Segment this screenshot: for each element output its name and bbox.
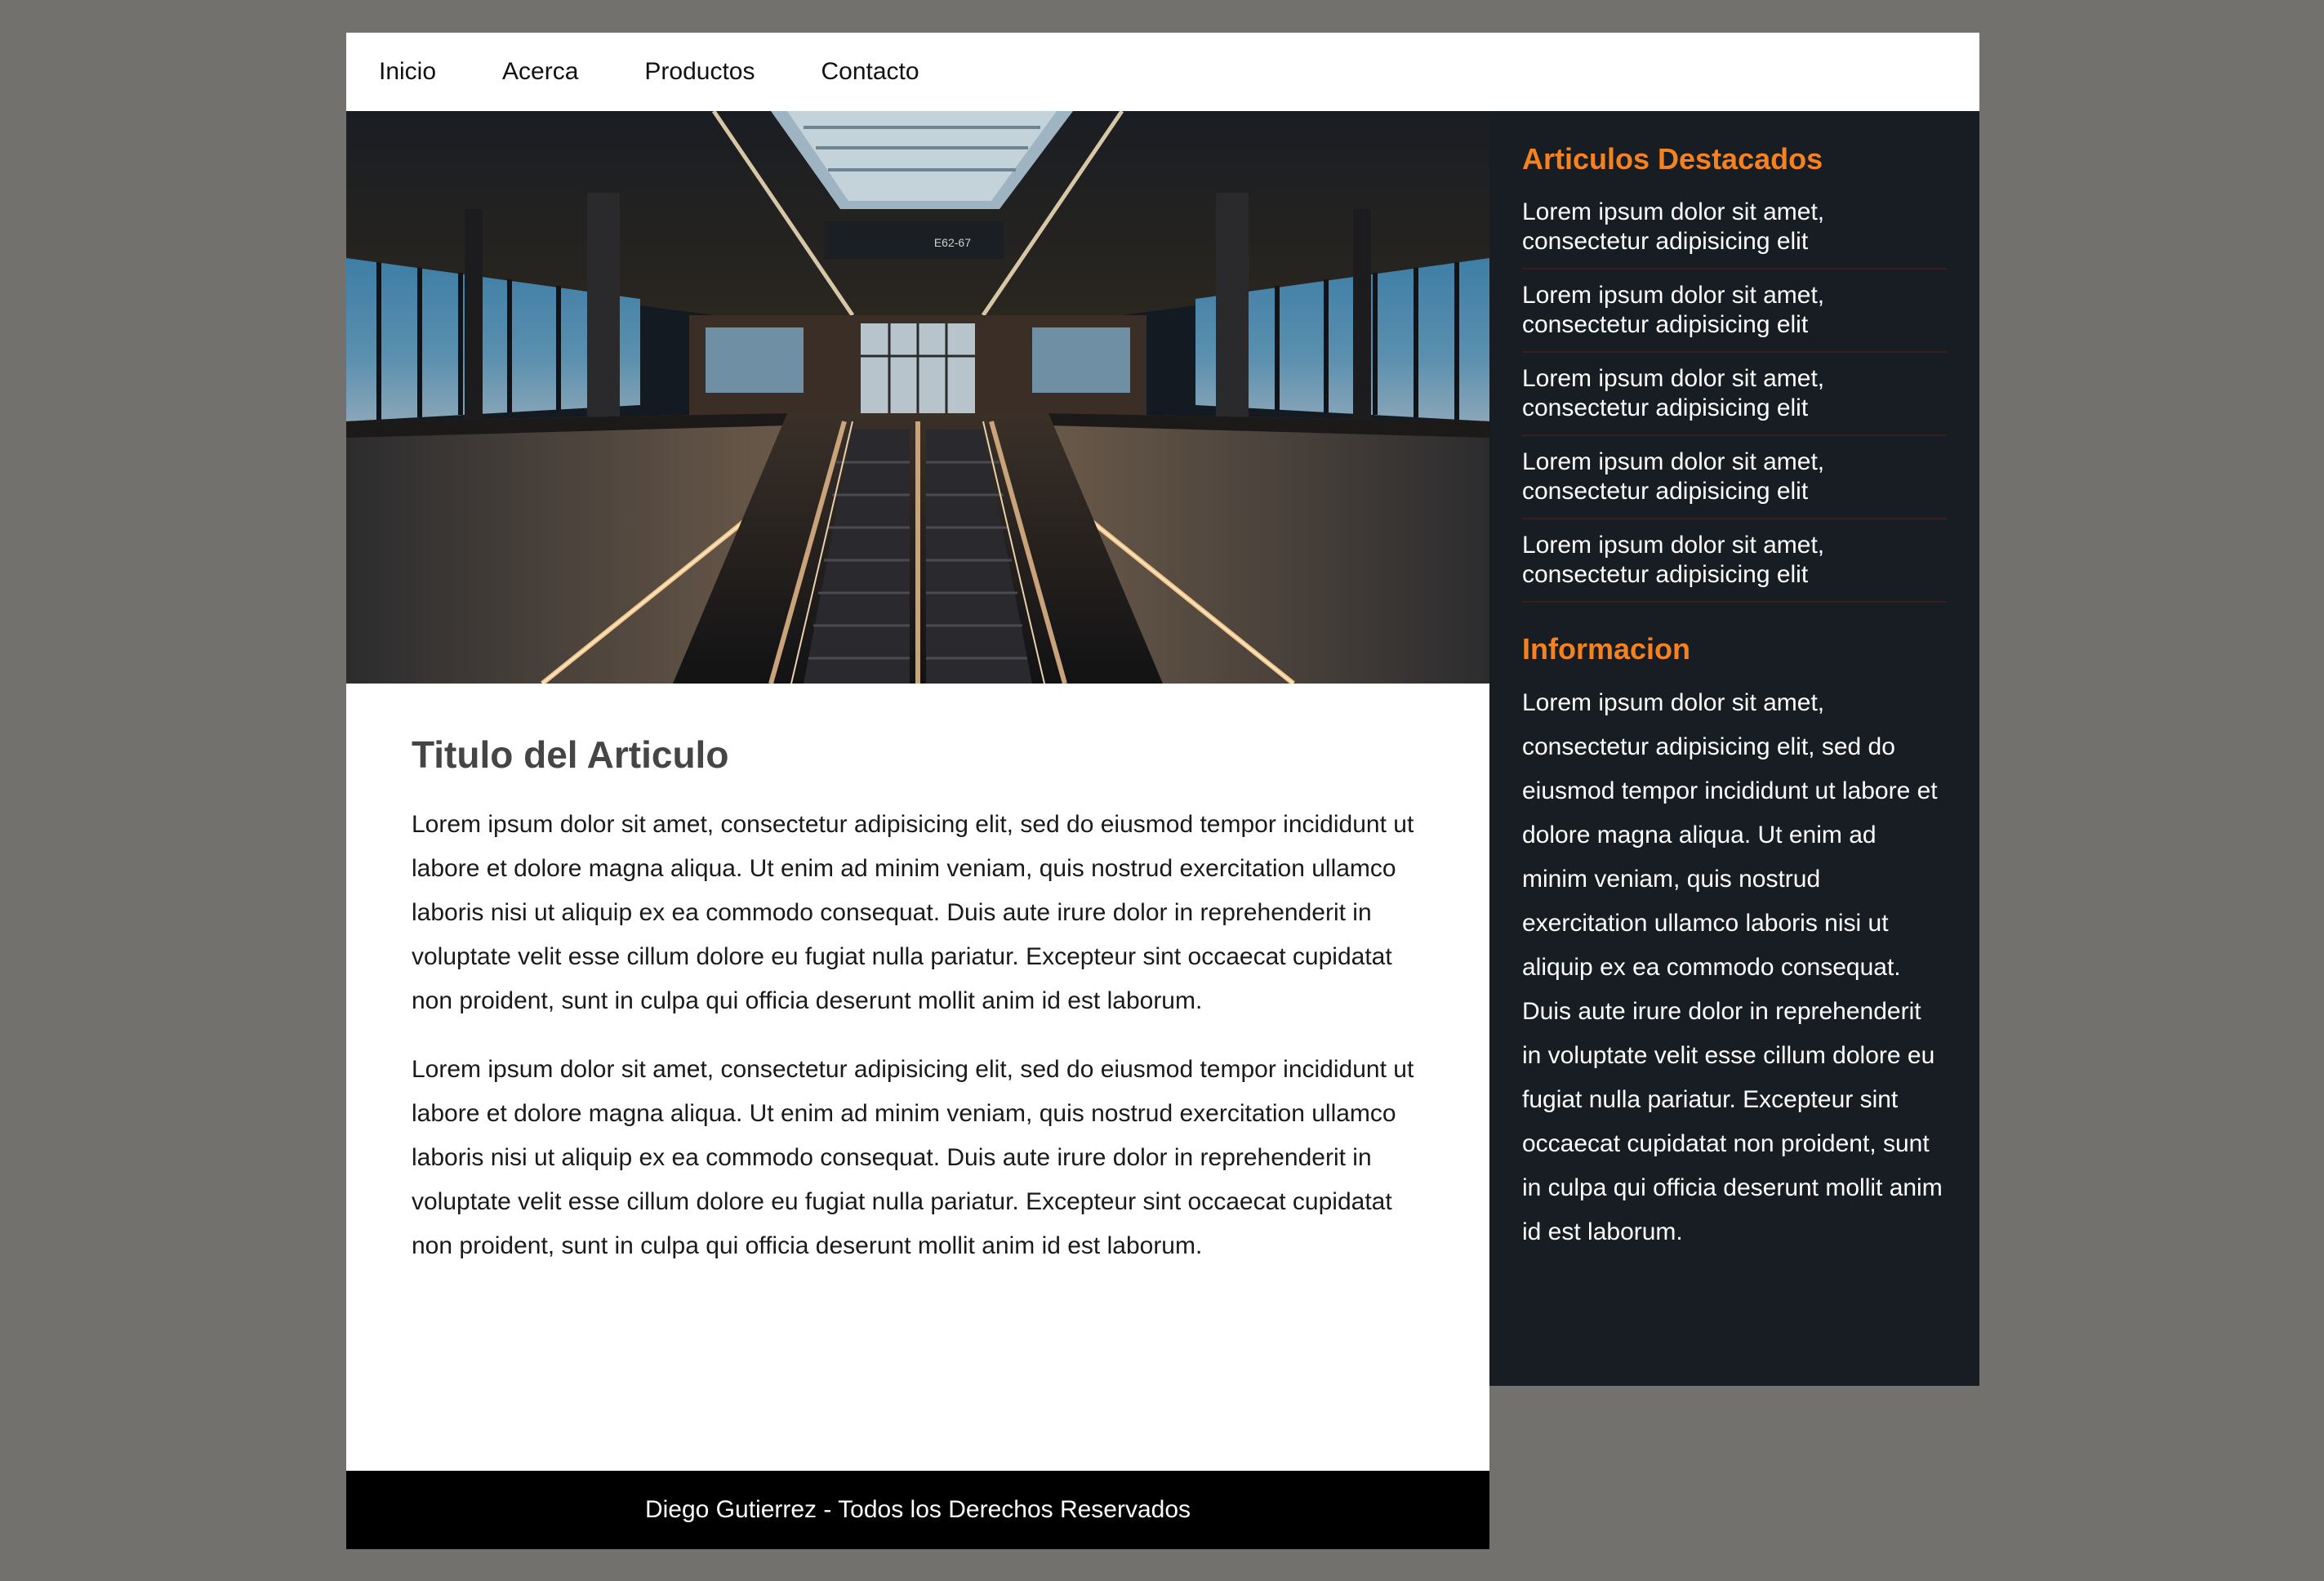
hero-image: [346, 111, 1489, 684]
sidebar: [1489, 111, 1979, 1386]
featured-item[interactable]: Lorem ipsum dolor sit amet, consectetur adipisicing elit: [1522, 448, 1947, 519]
nav-item-acerca[interactable]: Acerca: [502, 58, 579, 85]
featured-item[interactable]: Lorem ipsum dolor sit amet, consectetur adipisicing elit: [1522, 281, 1947, 353]
hero-escalator-photo: [346, 111, 1489, 684]
nav-item-productos[interactable]: Productos: [644, 58, 755, 85]
nav-item-inicio[interactable]: Inicio: [379, 58, 437, 85]
nav-item-contacto[interactable]: Contacto: [821, 58, 919, 85]
hero-sign-text: E62-67: [933, 236, 971, 249]
featured-list: [1522, 198, 1947, 603]
featured-item[interactable]: Lorem ipsum dolor sit amet, consectetur adipisicing elit: [1522, 198, 1947, 269]
article-paragraph: Lorem ipsum dolor sit amet, consectetur adipisicing elit, sed do eiusmod tempor incididunt ut labore et dolore magna aliqua. Ut enim ad minim veniam, quis nostrud exercitation ullamco laboris nisi ut aliquip ex ea commodo consequat. Duis aute irure dolor in reprehenderit in voluptate velit esse cillum dolore eu fugiat nulla pariatur. Excepteur sint occaecat cupidatat non proident, sunt in culpa qui officia deserunt mollit anim id est laborum.: [412, 1056, 1414, 1259]
footer-text: Diego Gutierrez - Todos los Derechos Reservados: [644, 1496, 1191, 1523]
article: [346, 684, 1489, 1471]
featured-title: Articulos Destacados: [1522, 142, 1823, 176]
article-paragraph: Lorem ipsum dolor sit amet, consectetur adipisicing elit, sed do eiusmod tempor incididunt ut labore et dolore magna aliqua. Ut enim ad minim veniam, quis nostrud exercitation ullamco laboris nisi ut aliquip ex ea commodo consequat. Duis aute irure dolor in reprehenderit in voluptate velit esse cillum dolore eu fugiat nulla pariatur. Excepteur sint occaecat cupidatat non proident, sunt in culpa qui officia deserunt mollit anim id est laborum.: [412, 811, 1414, 1014]
featured-item[interactable]: Lorem ipsum dolor sit amet, consectetur adipisicing elit: [1522, 531, 1947, 603]
info-title: Informacion: [1522, 632, 1691, 666]
featured-item[interactable]: Lorem ipsum dolor sit amet, consectetur adipisicing elit: [1522, 364, 1947, 436]
main-nav: [346, 33, 1979, 111]
footer: [346, 1471, 1489, 1549]
nav-menu: [346, 33, 986, 111]
info-text: Lorem ipsum dolor sit amet, consectetur adipisicing elit, sed do eiusmod tempor incididunt ut labore et dolore magna aliqua. Ut enim ad minim veniam, quis nostrud exercitation ullamco laboris nisi ut aliquip ex ea commodo consequat. Duis aute irure dolor in reprehenderit in voluptate velit esse cillum dolore eu fugiat nulla pariatur. Excepteur sint occaecat cupidatat non proident, sunt in culpa qui officia deserunt mollit anim id est laborum.: [1522, 689, 1943, 1245]
article-title: Titulo del Articulo: [412, 733, 729, 776]
